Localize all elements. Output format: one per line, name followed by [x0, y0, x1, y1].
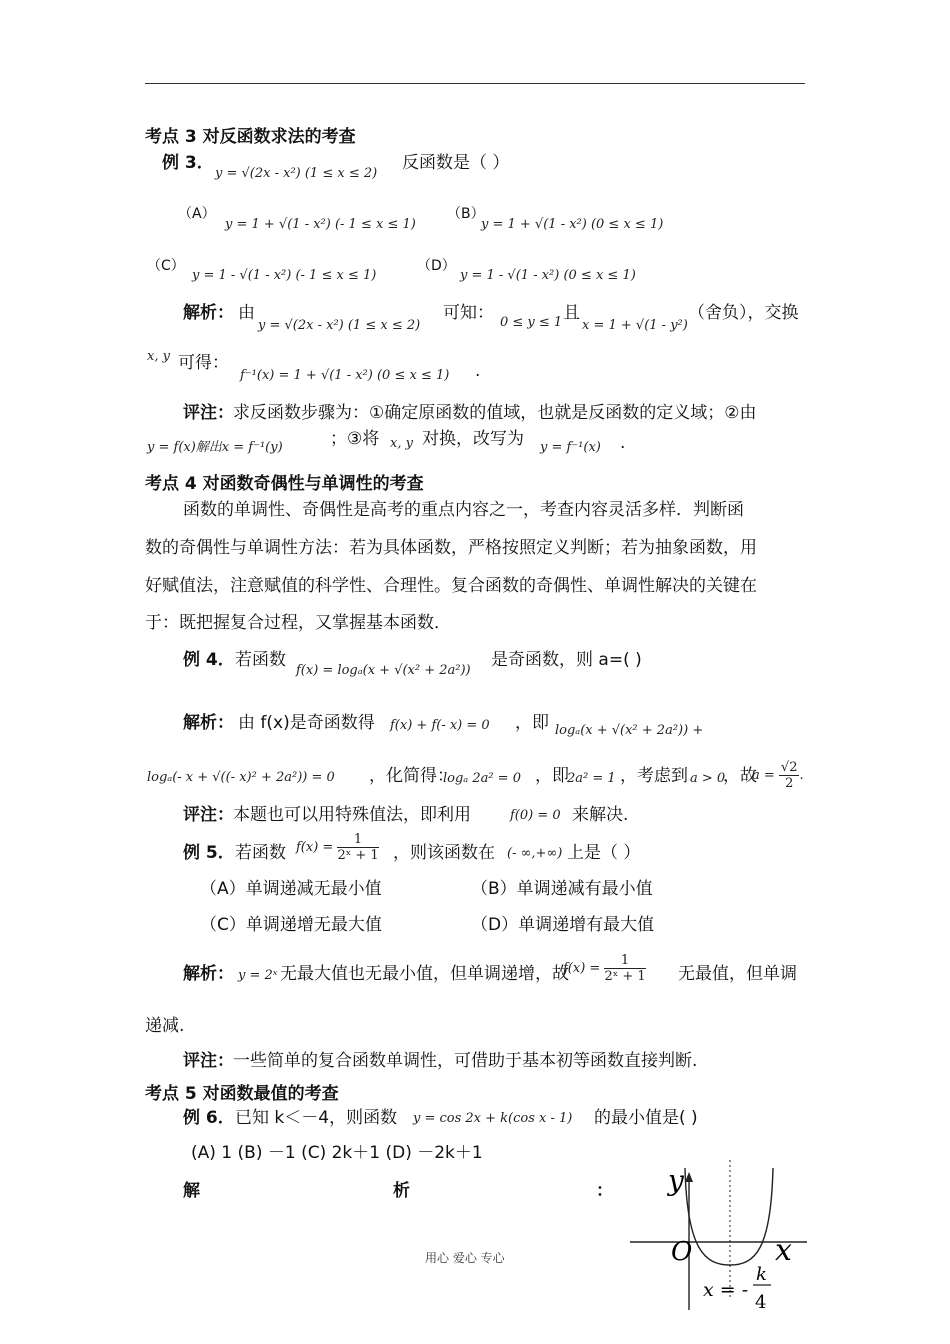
- option-b-formula: y = 1 + √(1 - x²) (0 ≤ x ≤ 1): [481, 217, 664, 232]
- analysis-3-formula-1: y = √(2x - x²) (1 ≤ x ≤ 2): [258, 318, 421, 333]
- example-5-formula: [296, 832, 379, 863]
- analysis-5-label: 解析：: [183, 964, 234, 984]
- origin-label: O: [671, 1237, 693, 1267]
- analysis-3-text-4: （舍负），交换: [688, 303, 799, 323]
- example-6-text-1: 已知 k＜－4，则函数: [235, 1108, 398, 1128]
- analysis-4-formula-7-lhs: a =: [752, 768, 779, 783]
- example-4-label: 例 4．: [183, 650, 235, 670]
- analysis-4-text-4: ，即: [535, 766, 569, 786]
- symmetry-line-label: x = -: [703, 1279, 749, 1301]
- example-5-interval: (- ∞,+∞): [507, 846, 563, 861]
- example-3-stem-text: 反函数是（ ）: [402, 153, 510, 173]
- example-5-option-c: （C）单调递增无最大值: [200, 915, 382, 935]
- analysis-4-period: .: [799, 768, 804, 783]
- section-4-paragraph-line-4: 于：既把握复合过程，又掌握基本函数．: [145, 613, 451, 633]
- note-3-label: 评注：: [183, 403, 234, 423]
- analysis-4-formula-3: logₐ(- x + √((- x)² + 2a²)) = 0: [147, 770, 335, 785]
- analysis-6-label-char-2: 析: [393, 1181, 410, 1201]
- note-3-formula-1: y = f(x)解出x = f⁻¹(y): [147, 440, 283, 455]
- analysis-5-fraction-numerator: 1: [604, 953, 645, 969]
- parabola-graph: [625, 1160, 825, 1344]
- option-d-formula: y = 1 - √(1 - x²) (0 ≤ x ≤ 1): [460, 268, 636, 283]
- note-4-label: 评注：: [183, 805, 234, 825]
- analysis-4-text-5: ，考虑到: [620, 766, 688, 786]
- example-4-text-2: 是奇函数，则 a=( ): [491, 650, 642, 670]
- note-3-text-1: 求反函数步骤为：①确定原函数的值域，也就是反函数的定义域；②由: [233, 403, 757, 423]
- analysis-6-label-char-1: 解: [183, 1181, 200, 1201]
- example-4-text-1: 若函数: [235, 650, 286, 670]
- section-4-title: 考点 4 对函数奇偶性与单调性的考查: [145, 474, 424, 494]
- note-3-formula-2: x, y: [390, 436, 413, 451]
- x-axis-label: x: [775, 1233, 792, 1268]
- example-6-formula: y = cos 2x + k(cos x - 1): [413, 1111, 573, 1126]
- section-4-paragraph-line-2: 数的奇偶性与单调性方法：若为具体函数，严格按照定义判断；若为抽象函数，用: [145, 538, 757, 558]
- example-5-text-3: 上是（ ）: [567, 843, 641, 863]
- analysis-5-text-1: 无最大值也无最小值，但单调递增，故: [280, 964, 569, 984]
- example-5-formula-lhs: f(x) =: [296, 840, 338, 855]
- symmetry-fraction-numerator: k: [756, 1264, 767, 1285]
- analysis-4-text-1: 由 f(x)是奇函数得: [238, 713, 375, 733]
- note-4-formula: f(0) = 0: [510, 808, 561, 823]
- example-3-stem-formula: y = √(2x - x²) (1 ≤ x ≤ 2): [215, 166, 378, 181]
- note-3-text-3: 对换，改写为: [422, 429, 524, 449]
- analysis-4-formula-7: [752, 760, 804, 791]
- section-4-paragraph-line-3: 好赋值法，注意赋值的科学性、合理性。复合函数的奇偶性、单调性解决的关键在: [145, 576, 757, 596]
- option-c-formula: y = 1 - √(1 - x²) (- 1 ≤ x ≤ 1): [192, 268, 377, 283]
- analysis-3-text-1: 由: [238, 303, 255, 323]
- example-6-text-2: 的最小值是( ): [594, 1108, 698, 1128]
- analysis-3-text-5: 可得：: [178, 353, 229, 373]
- analysis-4-formula-2: logₐ(x + √(x² + 2a²)) +: [555, 723, 704, 738]
- page-footer: 用心 爱心 专心: [425, 1251, 505, 1265]
- note-3-period: .: [620, 433, 626, 453]
- analysis-3-formula-4: x, y: [147, 349, 170, 364]
- analysis-4-formula-6: a > 0: [690, 771, 726, 786]
- analysis-3-text-2: 可知：: [443, 303, 494, 323]
- header-rule: [145, 83, 805, 84]
- analysis-4-formula-4: logₐ 2a² = 0: [443, 771, 521, 786]
- example-6-options: (A) 1 (B) －1 (C) 2k＋1 (D) －2k＋1: [191, 1143, 483, 1163]
- note-3-text-2: ；③将: [330, 429, 380, 449]
- example-5-option-b: （B）单调递减有最小值: [471, 879, 653, 899]
- option-a-formula: y = 1 + √(1 - x²) (- 1 ≤ x ≤ 1): [225, 217, 416, 232]
- option-d-label: （D）: [417, 258, 456, 274]
- example-5-fraction-numerator: 1: [337, 832, 378, 848]
- option-a-label: （A）: [178, 206, 216, 222]
- analysis-5-formula-1: y = 2ˣ: [238, 968, 278, 983]
- section-5-title: 考点 5 对函数最值的考查: [145, 1084, 339, 1104]
- analysis-3-formula-2: 0 ≤ y ≤ 1: [500, 315, 563, 330]
- note-5-label: 评注：: [183, 1051, 234, 1071]
- example-5-text-2: ，则该函数在: [393, 843, 495, 863]
- analysis-4-text-3: ，化简得：: [369, 766, 454, 786]
- analysis-4-fraction-numerator: √2: [780, 760, 798, 775]
- example-5-option-d: （D）单调递增有最大值: [471, 915, 655, 935]
- analysis-3-formula-3: x = 1 + √(1 - y²): [582, 318, 688, 333]
- note-4-text-2: 来解决.: [572, 805, 629, 825]
- y-axis-label: y: [668, 1164, 684, 1197]
- option-b-label: （B）: [447, 206, 485, 222]
- analysis-3-period: .: [475, 361, 481, 381]
- example-3-label: 例 3．: [162, 153, 214, 173]
- note-5-text: 一些简单的复合函数单调性，可借助于基本初等函数直接判断.: [233, 1051, 698, 1071]
- analysis-4-formula-5: 2a² = 1: [567, 771, 616, 786]
- analysis-3-formula-5: f⁻¹(x) = 1 + √(1 - x²) (0 ≤ x ≤ 1): [240, 368, 450, 383]
- analysis-3-label: 解析：: [183, 303, 234, 323]
- analysis-4-text-6: ，故: [723, 766, 757, 786]
- analysis-3-text-3: 且: [563, 303, 580, 323]
- analysis-5-text-2: 无最值，但单调: [678, 964, 797, 984]
- section-3-title: 考点 3 对反函数求法的考查: [145, 127, 356, 147]
- example-5-fraction-denominator: 2ˣ + 1: [337, 848, 379, 863]
- analysis-5-formula-lhs: f(x) =: [563, 961, 605, 976]
- analysis-4-text-2: ，即: [515, 713, 549, 733]
- analysis-4-fraction-denominator: 2: [785, 776, 794, 791]
- example-6-label: 例 6．: [183, 1108, 235, 1128]
- option-c-label: （C）: [147, 258, 185, 274]
- analysis-5-formula-2: [563, 953, 646, 984]
- note-4-text-1: 本题也可以用特殊值法，即利用: [233, 805, 471, 825]
- analysis-6-label-colon: ：: [596, 1181, 613, 1201]
- analysis-5-fraction-denominator: 2ˣ + 1: [604, 969, 646, 984]
- symmetry-fraction-denominator: 4: [755, 1292, 767, 1313]
- section-4-paragraph-line-1: 函数的单调性、奇偶性是高考的重点内容之一，考查内容灵活多样．判断函: [183, 500, 744, 520]
- y-axis-arrow-icon: [685, 1172, 693, 1182]
- note-3-formula-3: y = f⁻¹(x): [540, 440, 601, 455]
- analysis-5-text-3: 递减.: [145, 1016, 185, 1036]
- example-5-option-a: （A）单调递减无最小值: [200, 879, 382, 899]
- example-4-formula: f(x) = logₐ(x + √(x² + 2a²)): [296, 663, 471, 678]
- example-5-label: 例 5．: [183, 843, 235, 863]
- example-5-text-1: 若函数: [235, 843, 286, 863]
- parabola-curve: [685, 1168, 773, 1265]
- analysis-4-formula-1: f(x) + f(- x) = 0: [390, 718, 490, 733]
- analysis-4-label: 解析：: [183, 713, 234, 733]
